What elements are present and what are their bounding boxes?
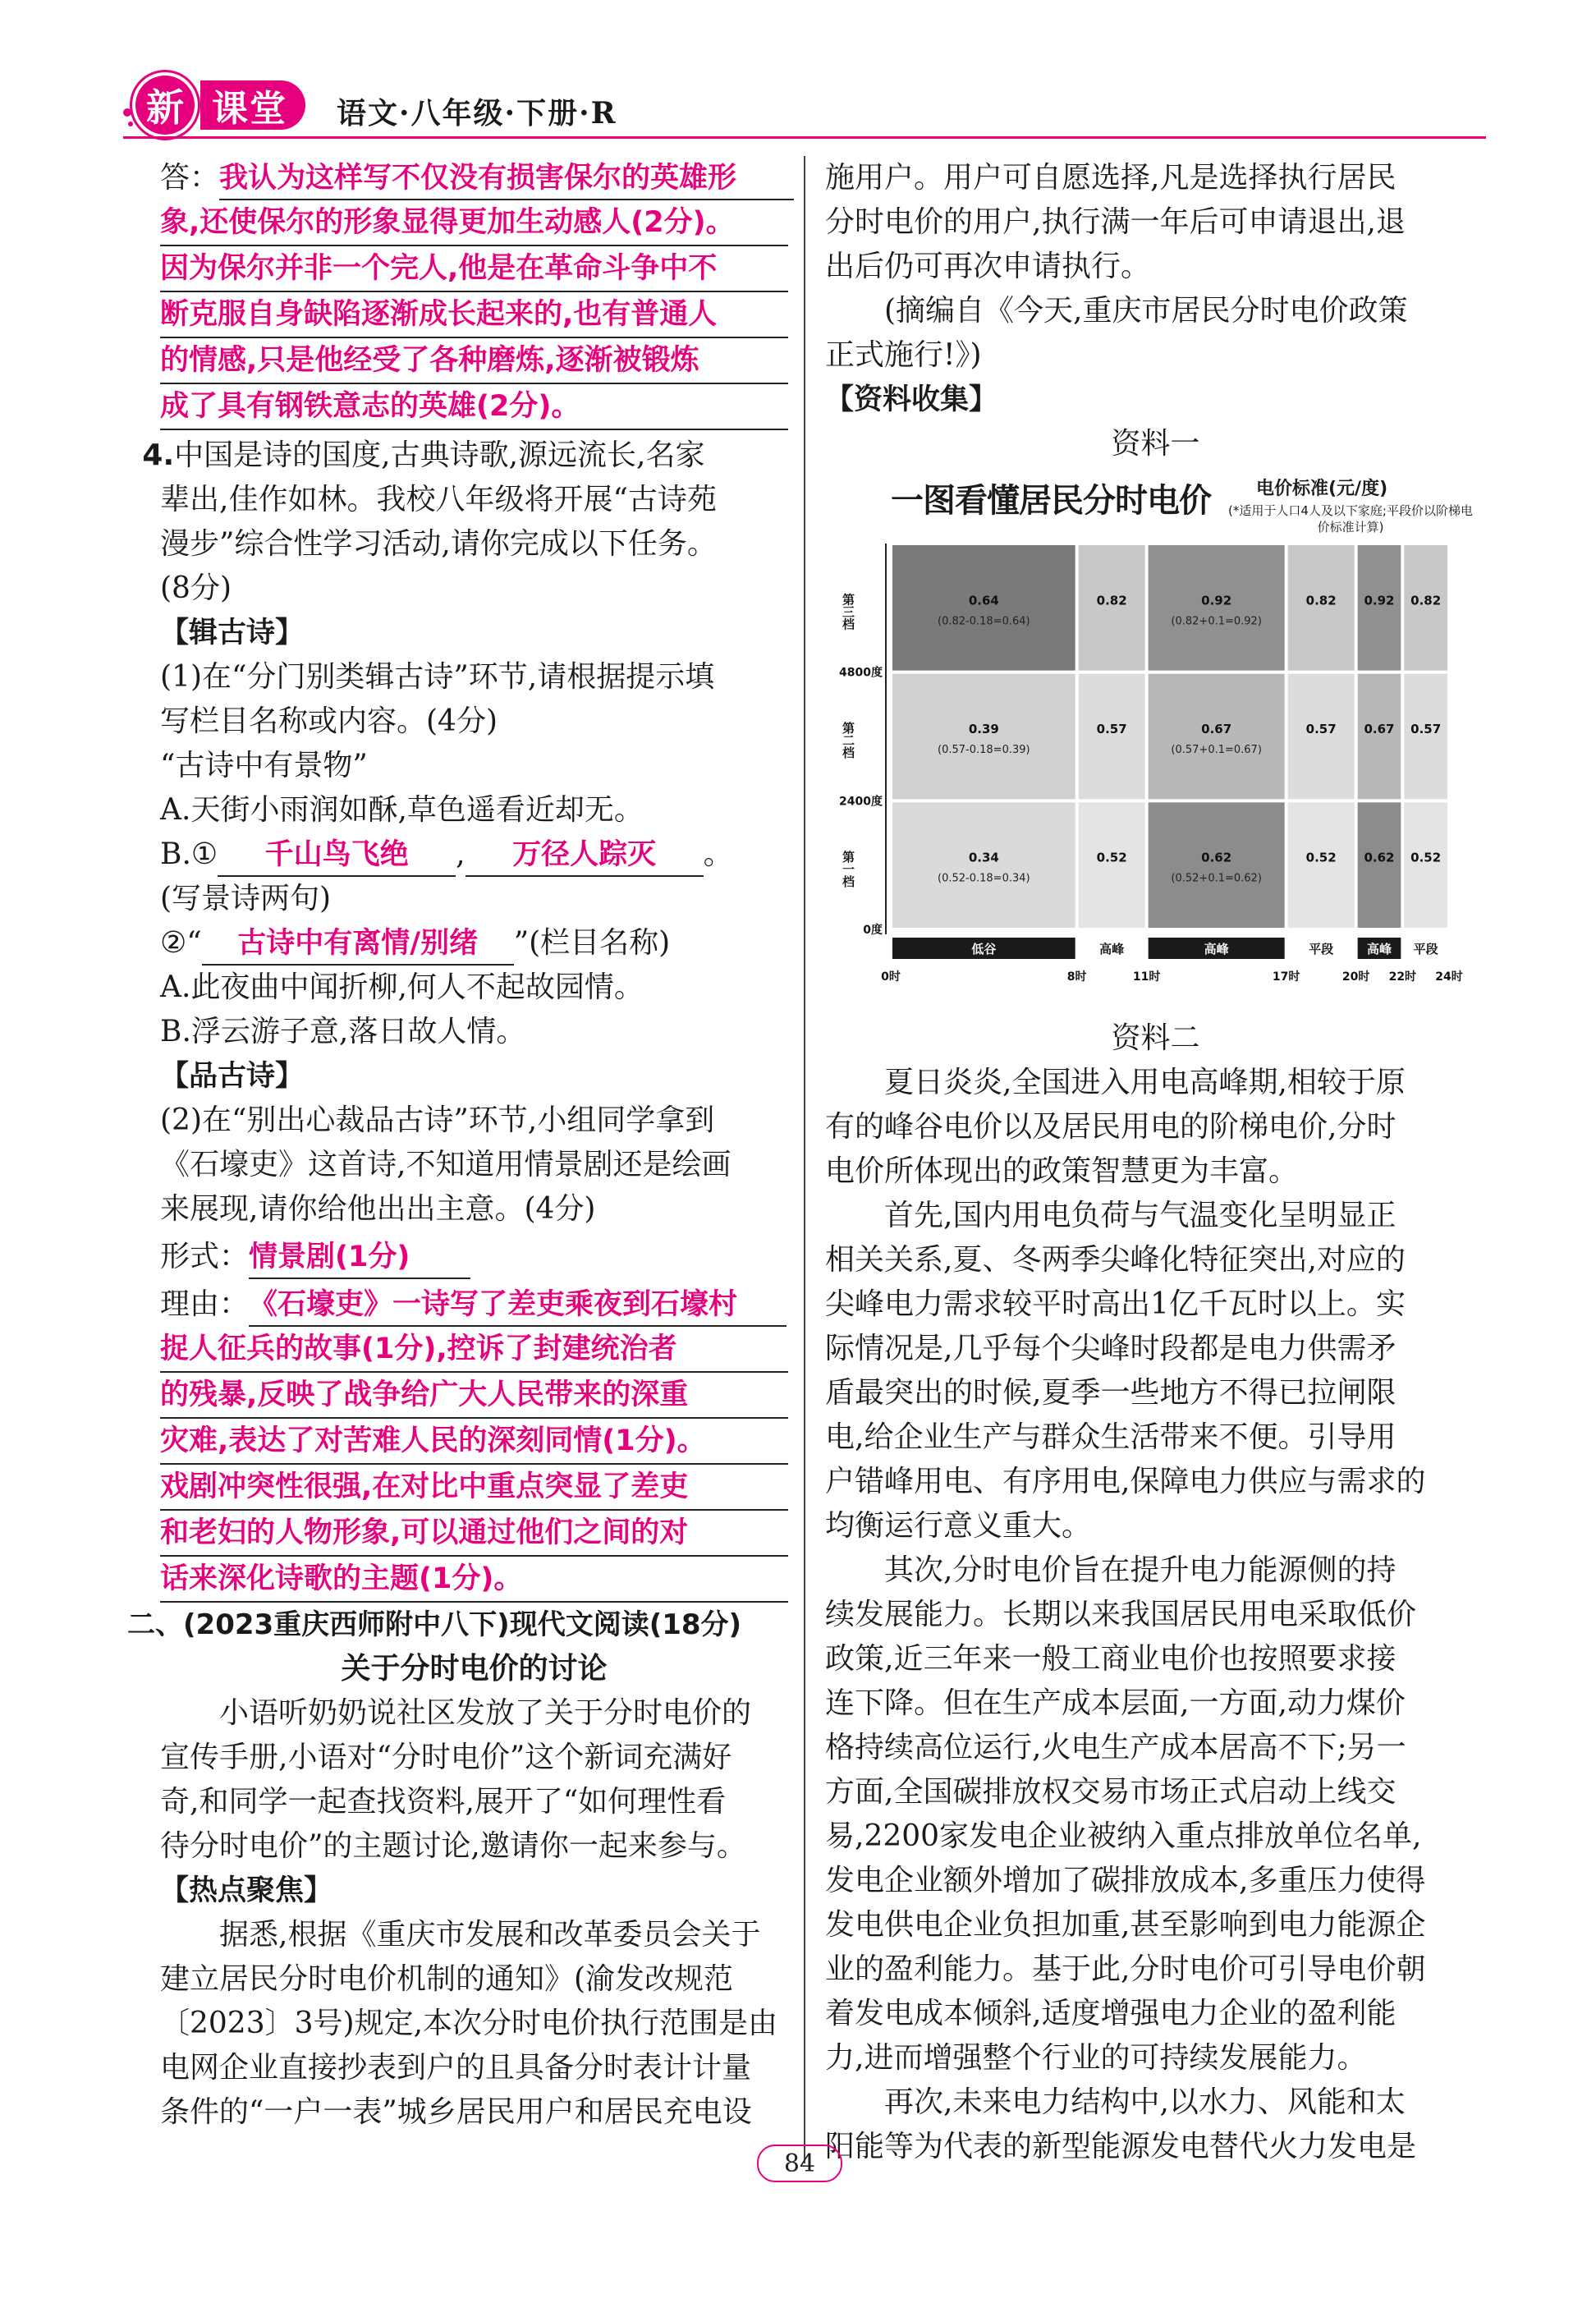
valley-formula: (0.57-0.18=0.39) (938, 744, 1030, 756)
brand-first-char: 新 (135, 76, 195, 135)
question-text: 辈出,佳作如林。我校八年级将开展“古诗苑 (160, 483, 717, 516)
reason-answer: 捉人征兵的故事(1分),控诉了封建统治者 (160, 1327, 788, 1373)
answer-line: 断克服自身缺陷逐渐成长起来的,也有普通人 (160, 292, 788, 338)
source-note: (摘编自《今天,重庆市居民分时电价政策 (884, 294, 1408, 328)
poem-line: B.浮云游子意,落日故人情。 (160, 1015, 526, 1048)
paragraph-line: 小语听奶奶说社区发放了关于分时电价的 (219, 1696, 752, 1730)
brand-logo (123, 76, 312, 133)
peak-formula: (0.57+0.1=0.67) (1171, 744, 1262, 756)
x-tick-label: 22时 (1388, 970, 1417, 984)
material-title: 资料二 (1111, 1021, 1200, 1055)
paragraph-line: 待分时电价”的主题讨论,邀请你一起来参与。 (160, 1829, 746, 1863)
poem-line: A.天街小雨润如酥,草色遥看近却无。 (160, 793, 644, 827)
peak-formula: (0.82+0.1=0.92) (1171, 615, 1262, 628)
sub-question-text: (1)在“分门别类辑古诗”环节,请根据提示填 (160, 660, 715, 694)
price-label: 0.82 (1410, 593, 1442, 608)
paragraph-line: 连下降。但在生产成本层面,一方面,动力煤价 (825, 1686, 1406, 1720)
paragraph-line: 电价所体现出的政策智慧更为丰富。 (825, 1154, 1299, 1188)
price-label: 0.57 (1305, 722, 1337, 736)
valley-formula: (0.52-0.18=0.34) (938, 872, 1030, 885)
column-divider (804, 156, 805, 2163)
page-number: 84 (757, 2145, 842, 2182)
brand-dot-decoration (123, 108, 131, 117)
paragraph-line: 首先,国内用电负荷与气温变化呈明显正 (884, 1199, 1396, 1232)
question-score: (8分) (160, 571, 232, 605)
source-note: 正式施行!》) (825, 338, 982, 372)
paragraph-line: 有的峰谷电价以及居民用电的阶梯电价,分时 (825, 1110, 1396, 1144)
price-label: 0.34 (968, 850, 999, 865)
paragraph-line: 着发电成本倾斜,适度增强电力企业的盈利能 (825, 1997, 1396, 2030)
paragraph-line: 力,进而增强整个行业的可持续发展能力。 (825, 2041, 1367, 2075)
paragraph-line: 其次,分时电价旨在提升电力能源侧的持 (884, 1553, 1396, 1587)
topic-title: “古诗中有景物” (160, 749, 368, 782)
paragraph-line: 阳能等为代表的新型能源发电替代火力发电是 (825, 2130, 1417, 2163)
answer-line: 我认为这样写不仅没有损害保尔的英雄形 (219, 158, 794, 200)
form-label: 形式： (160, 1240, 250, 1273)
price-label: 0.82 (1305, 593, 1337, 608)
material-title: 资料一 (1111, 427, 1200, 461)
fill-note: (写景诗两句) (160, 882, 332, 915)
paragraph-line: 际情况是,几乎每个尖峰时段都是电力供需矛 (825, 1332, 1396, 1365)
form-answer: 情景剧(1分) (249, 1236, 470, 1279)
fill-in-row (160, 833, 788, 877)
price-label: 0.64 (968, 593, 999, 608)
answer-line: 成了具有钢铁意志的英雄(2分)。 (160, 384, 788, 430)
price-label: 0.82 (1096, 593, 1127, 608)
price-label: 0.39 (968, 722, 999, 736)
paragraph-line: 户错峰用电、有序用电,保障电力供应与需求的 (825, 1465, 1426, 1498)
y-tick-label: 4800度 (839, 666, 883, 680)
paragraph-line: 政策,近三年来一般工商业电价也按照要求接 (825, 1642, 1396, 1676)
period-label: 高峰 (1099, 942, 1125, 956)
section-heading: 【辑古诗】 (160, 617, 305, 649)
reason-answer: 和老妇的人物形象,可以通过他们之间的对 (160, 1511, 788, 1557)
paragraph-line: 盾最突出的时候,夏季一些地方不得已拉闸限 (825, 1376, 1396, 1410)
reason-answer: 的残暴,反映了战争给广大人民带来的深重 (160, 1373, 788, 1419)
peak-formula: (0.52+0.1=0.62) (1171, 872, 1262, 885)
left-column (127, 156, 788, 2135)
price-label: 0.67 (1201, 722, 1232, 736)
answer-blank: 千山鸟飞绝 (218, 834, 456, 877)
form-row (160, 1235, 788, 1279)
material-two-body (825, 1061, 1486, 2169)
section-heading: 【品古诗】 (160, 1060, 305, 1093)
paragraph-line: 均衡运行意义重大。 (825, 1509, 1092, 1543)
paragraph-line: 电,给企业生产与群众生活带来不便。引导用 (825, 1420, 1396, 1454)
article-title: 关于分时电价的讨论 (341, 1652, 608, 1686)
paragraph-line: 奇,和同学一起查找资料,展开了“如何理性看 (160, 1785, 727, 1819)
time-of-use-price-chart (825, 470, 1486, 1012)
period-label: 高峰 (1204, 942, 1229, 956)
price-cell (892, 674, 1075, 800)
reason-label: 理由： (160, 1287, 250, 1321)
option-label: ②“ (160, 926, 202, 960)
answer-blank: 万径人踪灭 (466, 834, 704, 877)
x-tick-label: 17时 (1272, 970, 1300, 984)
x-tick-label: 0时 (881, 970, 901, 984)
reason-answer: 戏剧冲突性很强,在对比中重点突显了差吏 (160, 1465, 788, 1511)
sub-question-text: 来展现,请你给他出出主意。(4分) (160, 1192, 596, 1226)
price-cell (1079, 674, 1145, 800)
paragraph-line: 据悉,根据《重庆市发展和改革委员会关于 (219, 1918, 761, 1952)
sub-question-text: 写栏目名称或内容。(4分) (160, 704, 498, 738)
price-label: 0.92 (1201, 593, 1232, 608)
right-column (825, 156, 1486, 2169)
question-number: 4. (142, 438, 175, 472)
part-title: 二、(2023重庆西师附中八下)现代文阅读(18分) (127, 1608, 742, 1641)
paragraph-line: 夏日炎炎,全国进入用电高峰期,相较于原 (884, 1066, 1406, 1099)
question-4 (142, 434, 788, 611)
header-rule (123, 136, 1486, 139)
answer-line: 因为保尔并非一个完人,他是在革命斗争中不 (160, 246, 788, 292)
answer-blank: 古诗中有离情/别绪 (202, 923, 514, 966)
poem-line: A.此夜曲中闻折柳,何人不起故园情。 (160, 970, 644, 1004)
price-cell (1404, 674, 1447, 800)
x-tick-label: 24时 (1435, 970, 1463, 984)
valley-formula: (0.82-0.18=0.64) (938, 615, 1030, 628)
answer-line: 的情感,只是他经受了各种磨炼,逐渐被锻炼 (160, 338, 788, 384)
tier-label: 第三档 (841, 593, 855, 631)
option-label: B.① (160, 837, 218, 871)
period-label: 平段 (1413, 942, 1438, 956)
chart-title: 一图看懂居民分时电价 (891, 482, 1211, 520)
period-label: 低谷 (971, 942, 997, 956)
chart-unit-label: 电价标准(元/度) (1256, 479, 1388, 499)
fill-in-row (160, 921, 788, 966)
answer-block (160, 156, 788, 430)
question-text: 漫步”综合性学习活动,请你完成以下任务。 (160, 527, 717, 561)
sub-question-text: (2)在“别出心裁品古诗”环节,小组同学拿到 (160, 1103, 715, 1137)
paragraph-line: 格持续高位运行,火电生产成本居高不下;另一 (825, 1731, 1406, 1764)
price-label: 0.57 (1096, 722, 1127, 736)
punctuation: , (456, 837, 466, 871)
paragraph-line: 发电企业额外增加了碳排放成本,多重压力使得 (825, 1864, 1426, 1897)
price-cell (1288, 674, 1355, 800)
reason-answer: 《石壕吏》一诗写了差吏乘夜到石壕村 (249, 1284, 787, 1327)
paragraph-line: 业的盈利能力。基于此,分时电价可引导电价朝 (825, 1952, 1426, 1986)
paragraph-line: 分时电价的用户,执行满一年后可申请退出,退 (825, 205, 1406, 239)
sub-question-text: 《石壕吏》这首诗,不知道用情景剧还是绘画 (160, 1148, 732, 1181)
paragraph-line: 再次,未来电力结构中,以水力、风能和太 (884, 2085, 1406, 2119)
paragraph-line: 相关关系,夏、冬两季尖峰化特征突出,对应的 (825, 1243, 1406, 1277)
brand-name: 课堂 (200, 80, 305, 130)
paragraph-line: 续发展能力。长期以来我国居民用电采取低价 (825, 1598, 1417, 1631)
fill-note: ”(栏目名称) (513, 926, 671, 960)
paragraph-line: 宣传手册,小语对“分时电价”这个新词充满好 (160, 1741, 732, 1774)
price-label: 0.52 (1096, 850, 1127, 865)
reason-row (160, 1282, 788, 1327)
price-label: 0.52 (1305, 850, 1337, 865)
section-heading: 【热点聚焦】 (160, 1874, 333, 1907)
chart-note: (*适用于人口4人及以下家庭;平段价以阶梯电价标准计算) (1228, 503, 1473, 534)
price-label: 0.57 (1410, 722, 1442, 736)
price-label: 0.92 (1364, 593, 1395, 608)
paragraph-line: 电网企业直接抄表到户的且具备分时表计计量 (160, 2051, 752, 2085)
price-label: 0.62 (1364, 850, 1395, 865)
paragraph-line: 出后仍可再次申请执行。 (825, 250, 1151, 283)
tier-label: 第一档 (841, 850, 855, 888)
answer-label: 答： (160, 161, 220, 195)
question-text: 中国是诗的国度,古典诗歌,源远流长,名家 (174, 438, 705, 472)
paragraph-line: 〔2023〕3号)规定,本次分时电价执行范围是由 (160, 2007, 778, 2040)
chart-plot (825, 535, 1486, 1012)
punctuation: 。 (703, 837, 733, 871)
paragraph-line: 发电供电企业负担加重,甚至影响到电力能源企 (825, 1908, 1426, 1942)
x-tick-label: 8时 (1066, 970, 1087, 984)
book-subject: 语文·八年级·下册·R (337, 96, 617, 131)
price-cell (1149, 674, 1285, 800)
price-cell (1358, 674, 1401, 800)
price-label: 0.67 (1364, 722, 1395, 736)
brand-dot-decoration (128, 122, 133, 126)
period-label: 高峰 (1366, 942, 1392, 956)
y-tick-label: 0度 (863, 924, 883, 937)
y-tick-label: 2400度 (839, 795, 883, 809)
paragraph-line: 易,2200家发电企业被纳入重点排放单位名单, (825, 1819, 1422, 1853)
reason-answer: 话来深化诗歌的主题(1分)。 (160, 1557, 788, 1603)
answer-line: 象,还使保尔的形象显得更加生动感人(2分)。 (160, 200, 788, 246)
section-heading: 【资料收集】 (825, 383, 998, 416)
paragraph-line: 建立居民分时电价机制的通知》(渝发改规范 (160, 1962, 734, 1996)
x-tick-label: 11时 (1132, 970, 1161, 984)
paragraph-line: 施用户。用户可自愿选择,凡是选择执行居民 (825, 161, 1396, 195)
price-label: 0.52 (1410, 850, 1442, 865)
price-label: 0.62 (1201, 850, 1232, 865)
x-tick-label: 20时 (1341, 970, 1370, 984)
reason-answer: 灾难,表达了对苦难人民的深刻同情(1分)。 (160, 1419, 788, 1465)
paragraph-line: 方面,全国碳排放权交易市场正式启动上线交 (825, 1775, 1396, 1809)
tier-label: 第二档 (841, 722, 855, 759)
paragraph-line: 条件的“一户一表”城乡居民用户和居民充电设 (160, 2095, 752, 2129)
period-label: 平段 (1309, 942, 1334, 956)
paragraph-line: 尖峰电力需求较平时高出1亿千瓦时以上。实 (825, 1287, 1406, 1321)
